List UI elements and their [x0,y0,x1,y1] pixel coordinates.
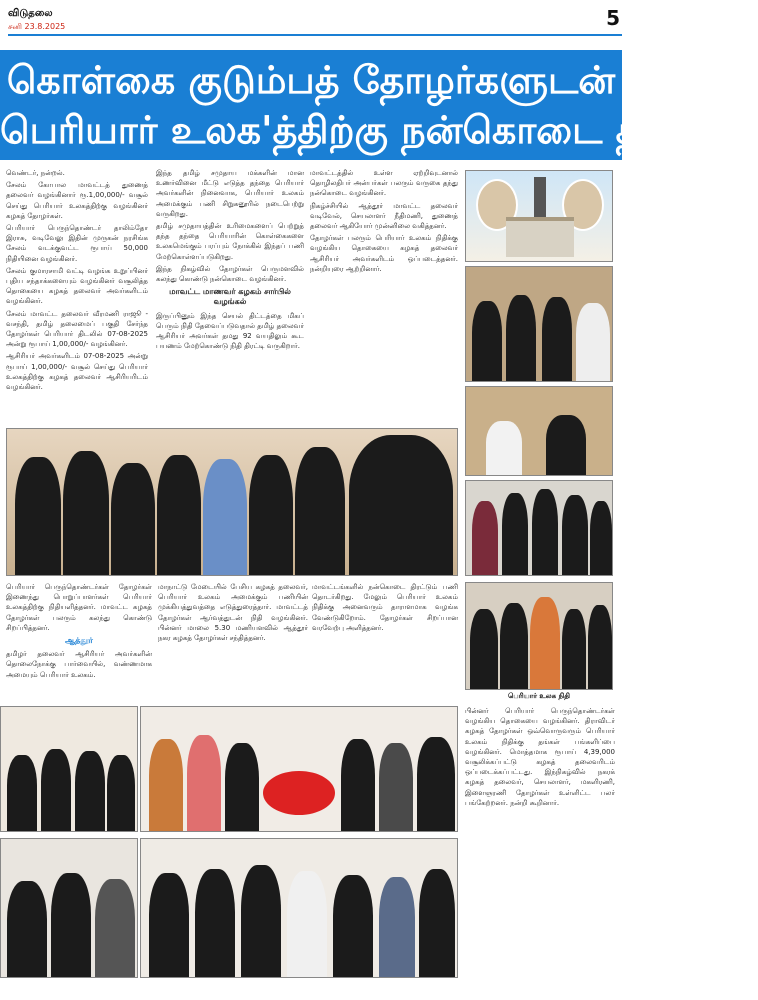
article-paragraph: மாவட்டத்தில் உள்ள ஏற்றிவுடனால் தொழிலதிபர் அன்பர்கள் பலரும் வருகை தந்து நன்கொடை வழங்கினர். [310,169,458,198]
donation-pot-icon [263,771,335,815]
article-paragraph: இந்த நிகழ்வில் தோழர்கள் பெருமளவில் கலந்து கொண்டு நன்கொடை வழங்கினர். [156,264,304,284]
person [500,603,528,689]
person [75,751,105,831]
donation-photo-right-2 [465,386,613,476]
person [590,501,612,575]
article-paragraph: சேலம் மாவட்ட தலைவர் வீரமணி ராஜூ - வசந்தி, தமிழ் தலைமைப் பகுதி சேர்ந்த தோழர்கள் பெரியார் திடலில் 07-08-2025 அன்று ரூபாய் 1,00,000/- வழங்கினர். [6,309,148,349]
person [195,869,235,977]
person [379,743,413,831]
person [7,881,47,977]
article-paragraph: வெண்டர், நன்றல். [6,169,65,177]
donation-photo-bottom-3 [0,838,138,978]
article-paragraph: இருப்பினும் இந்த செயல் திட்டத்தை மிகப் பெரும் நிதி தேவைப்படுவதால் தமிழ் தலைவர் ஆசிரியர் அவர்கள் தமது 92 வயதிலும் கூட பயணம் மேற்கொண்டு நிதி திரட்டி வருகிறார். [156,311,304,351]
statue-icon [534,177,546,217]
person [486,421,522,475]
headline-line-2: பெரியார் உலக'த்திற்கு நன்கொடை திரட்டல் [0,107,758,152]
photo-caption: பெரியார் உலக நிதி [507,692,571,700]
donation-photo-right-4 [465,582,613,690]
article-column-3 [310,168,458,420]
person [249,455,293,575]
headline-banner [0,50,758,160]
person [51,873,91,977]
article-column-2 [156,168,304,420]
article-column-mid-2 [158,582,308,702]
person [341,739,375,831]
article-paragraph: தமிழர் தலைவர் ஆசிரியர் அவர்களின் தொலைநோக்கு பார்வையில், வண்ணமாக அமையும் பெரியார் உலகம். [6,650,152,679]
person [107,755,135,831]
person [530,597,560,689]
newspaper-name: விடுதலை [8,8,53,19]
article-paragraph: மாவட்டங்களில் நன்கொடை திரட்டும் பணி தொடர்கிறது. மேலும் பெரியார் உலகம் நிதிக்கு அனைவரும் தாராளமாக வழங்க வேண்டுகிறோம். தோழர்கள் சிறப்பான வரவேற்பு அளித்தனர். [312,583,458,632]
person [417,737,455,831]
person [63,451,109,575]
article-column-mid-3 [312,582,458,702]
person [562,495,588,575]
person [470,609,498,689]
article-paragraph: பெரியார் பெருந்தொண்டர் தாலிம்தோ இராசு, வடிவேலு இதின் முருகன் நரசிங்க சேலம் வடக்குவட்ட ரூபாய் 50,000 நிதியினை வழங்கினர். [6,224,148,263]
donation-photo-right-3 [465,480,613,576]
article-paragraph: மாநாட்டு மேடையில் பேசிய கழகத் தலைவர், பெரியார் உலகம் அமைக்கும் பணியின் முக்கியத்துவத்தை எடுத்துரைத்தார். மாவட்டத் தோழர்கள் ஆர்வத்துடன் நிதி வழங்கினர். பின்னர் மாலை 5.30 மணியளவில் ஆத்தூர் நகர கழகத் தோழர்கள் சந்தித்தனர். [158,583,308,643]
person [576,303,610,381]
person [7,755,37,831]
person [472,501,498,575]
person [542,297,572,381]
person [562,609,586,689]
article-column-1 [6,168,148,420]
person [287,871,327,977]
article-paragraph: தோழர்கள் பலரும் பெரியார் உலகம் நிதிக்கு வழங்கிய தொகையை கழகத் தலைவர் ஆசிரியர் அவர்களிடம் ஒப்படைத்தனர். நன்றியுரை ஆற்றினார். [310,234,458,273]
person [546,415,586,475]
masthead [8,6,622,36]
person [111,463,155,575]
person [149,739,183,831]
person [149,873,189,977]
article-paragraph: பின்னர் பெரியார் பெருந்தொண்டர்கள் வழங்கிய தொகையை வழங்கினர். திராவிடர் கழகத் தோழர்கள் ஒவ்வொருவரும் பெரியார் உலகம் நிதிக்கு தங்கள் பங்களிப்பை வழங்கினர். மொத்தமாக ரூபாய் 4,39,000 வசூலிக்கப்பட்டு கழகத் தலைவரிடம் ஒப்படைக்கப்பட்டது. இந்நிகழ்வில் நகரக் கழகத் தலைவர், செயலாளர், மகளிரணி, இளைஞரணி தோழர்கள் உள்ளிட்ட பலர் பங்கேற்றனர். நன்றி கூறினார். [465,707,615,807]
person [225,743,259,831]
person [15,457,61,575]
section-subhead: மாவட்ட மாணவர் கழகம் சார்பில் வழங்கல் [169,287,291,307]
article-paragraph: இந்த தமிழ் சமுதாய மக்களின் மான உணர்வினை மீட்டு எடுத்த தந்தை பெரியார் அவர்களின் நினைவாக, பெரியார் உலகம் அமைக்கும் பணி சிறுகனூரில் நடைபெற்று வருகிறது. [156,169,304,218]
person [157,455,201,575]
person [333,875,373,977]
person [349,435,453,575]
person [472,301,502,381]
article-paragraph: தமிழ் சமுதாயத்தின் உரிமைகளைப் பெற்றுத் தந்த தந்தை பெரியாரின் கொள்கைகளை உலகமெங்கும் பரப்பும் நோக்கில் இந்தப் பணி மேற்கொள்ளப்படுகிறது. [156,222,304,261]
headline-line-1: கொள்கை குடும்பத் தோழர்களுடன் [6,57,616,102]
person [203,459,247,575]
donation-photo-right-1 [465,266,613,382]
person [532,489,558,575]
person [241,865,281,977]
person [41,749,71,831]
person [187,735,221,831]
periyar-monument-photo [465,170,613,262]
building-icon [506,217,574,257]
person [588,605,612,689]
person [502,493,528,575]
article-paragraph: நிகழ்ச்சியில் ஆத்தூர் மாவட்ட தலைவர் வடிவேல், செயலாளர் நீதிமணி, துணைத் தலைவர் ஆகியோர் முன்னிலை வகித்தனர். [310,201,458,231]
person [419,869,455,977]
article-column-mid-1 [6,582,152,702]
page-number: 5 [606,6,620,30]
person [295,447,345,575]
person [95,879,135,977]
article-paragraph: சேலம் கோபால மாவட்டத் துணைத் தலைவர் வழங்கினார் ரூ.1,00,000/- வசூல் செய்து பெரியார் உலகத்திற்கு வழங்கினர் கழகத் தோழர்கள். [6,181,148,220]
article-paragraph: ஆசிரியர் அவர்களிடம் 07-08-2025 அன்று ரூபாய் 1,00,000/- வசூல் செய்து பெரியார் உலகத்திற்கு கழகத் தலைவர் ஆசிரியரிடம் வழங்கினர். [6,352,148,392]
donation-photo-bottom-1 [0,706,138,832]
donation-photo-bottom-2 [140,706,458,832]
issue-date: சனி 23.8.2025 [8,22,66,31]
person [379,877,415,977]
donation-photo-bottom-4 [140,838,458,978]
article-column-bottom-right [465,706,615,978]
article-paragraph: பெரியார் பெருந்தொண்டர்கள் தோழர்கள் இணைந்து பொறுப்பாளர்கள் பெரியார் உலகத்திற்கு நிதியளித்தனர். மாவட்ட கழகத் தோழர்கள் பலரும் கலந்து கொண்டு சிறப்பித்தனர். [6,583,152,632]
article-paragraph: சேலம் குமாரசாமி வட்டி வழங்க உறுப்பினர் புதிய சந்தாக்களையும் வழங்கினர் வசூலித்த தொகையை கழகத் தலைவர் அவர்களிடம் வழங்கினர். [6,266,148,306]
group-photo-main [6,428,458,576]
section-subhead: ஆத்தூர் [65,636,93,646]
person [506,295,536,381]
